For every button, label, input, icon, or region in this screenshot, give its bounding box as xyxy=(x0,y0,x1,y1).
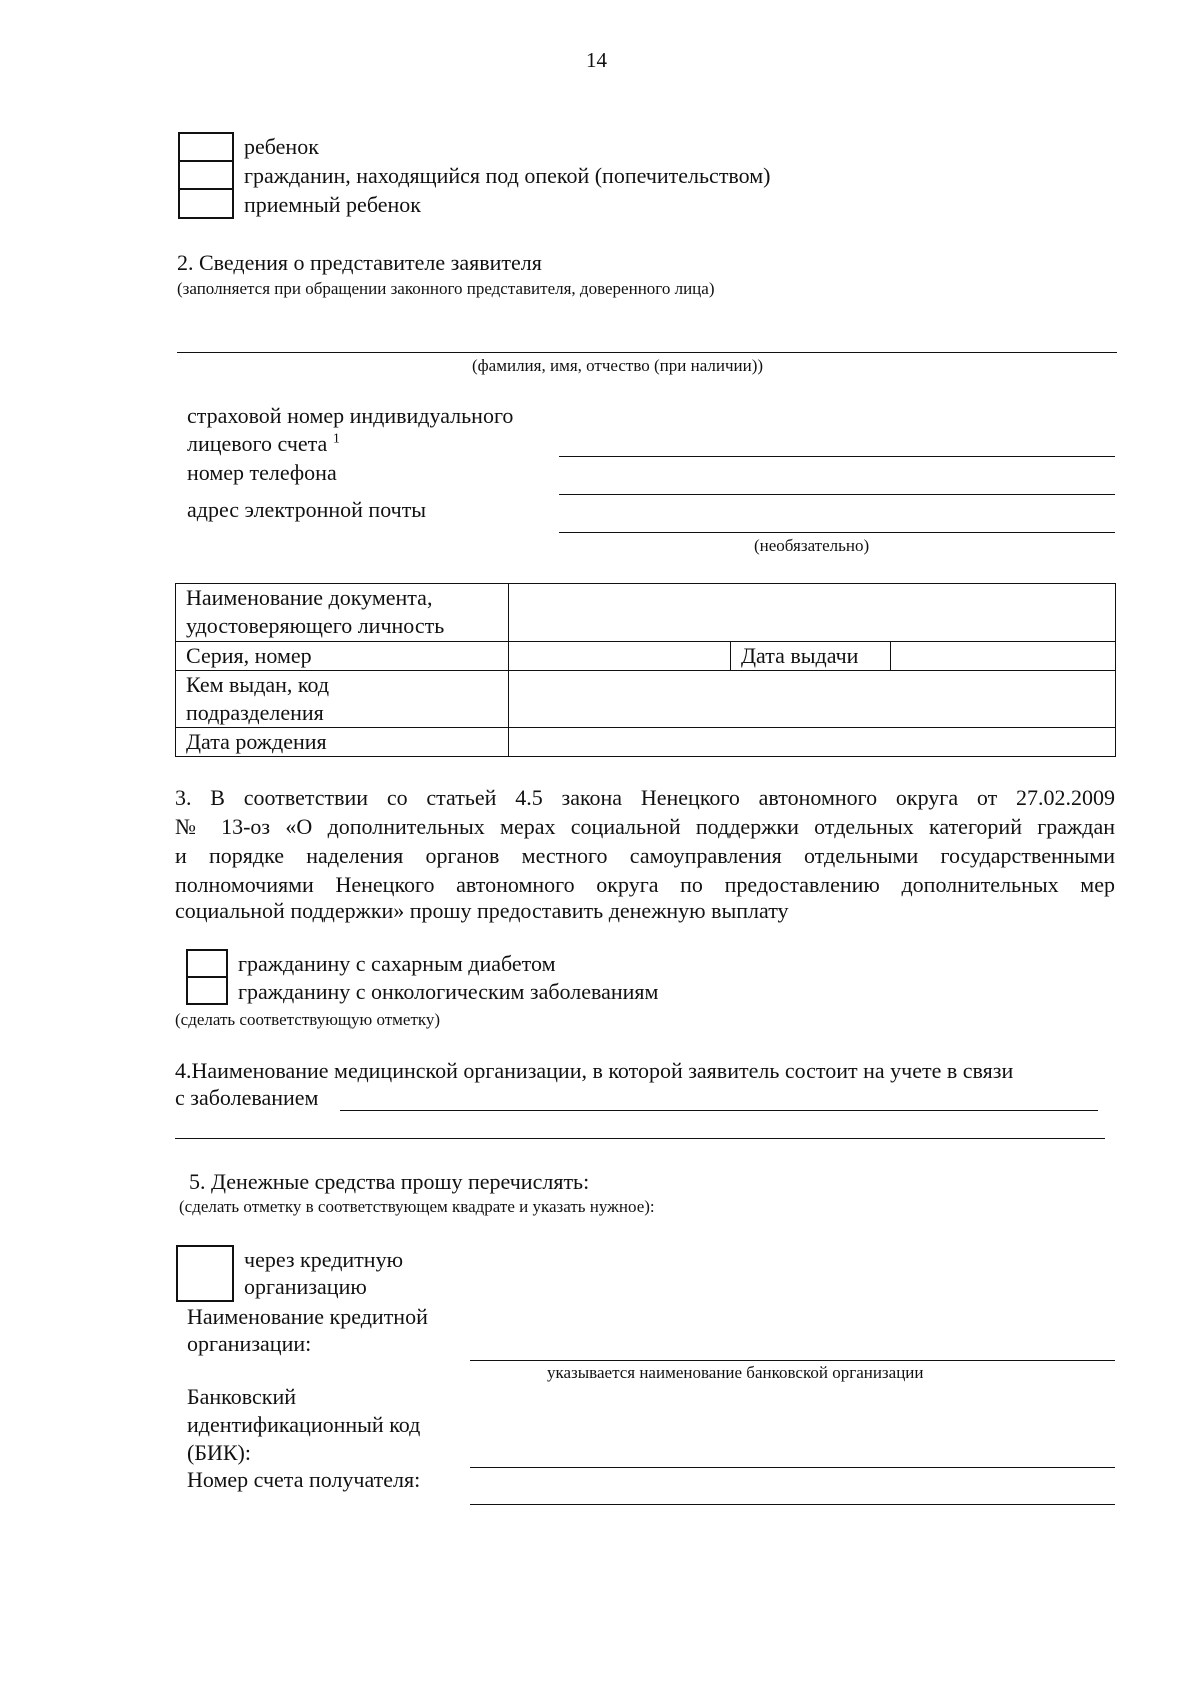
section4-line2: с заболеванием xyxy=(175,1085,319,1110)
identity-document-table xyxy=(175,583,1116,757)
snils-label-line2 xyxy=(187,431,340,457)
issued-by-label xyxy=(176,671,509,728)
doc-name-line1: Наименование документа, xyxy=(186,585,433,610)
page-number: 14 xyxy=(586,48,607,72)
fio-field-line[interactable] xyxy=(177,352,1117,353)
section3-line4: полномочиями Ненецкого автономного округа по предоставлению дополнительных мер xyxy=(175,872,1115,897)
bank-name-field-line[interactable] xyxy=(470,1360,1115,1361)
snils-field-line[interactable] xyxy=(559,456,1115,457)
issued-by-field[interactable] xyxy=(509,671,1116,728)
doc-name-field[interactable] xyxy=(509,584,1116,642)
option-ward-label: гражданин, находящийся под опекой (попечительством) xyxy=(244,163,771,188)
section3-line2: № 13-оз «О дополнительных мерах социальной поддержки отдельных категорий граждан xyxy=(175,814,1115,839)
email-field-line[interactable] xyxy=(559,532,1115,533)
email-caption: (необязательно) xyxy=(754,536,870,555)
account-field-line[interactable] xyxy=(470,1504,1115,1505)
option-foster-child-label: приемный ребенок xyxy=(244,192,421,217)
doc-name-label xyxy=(176,584,509,642)
email-label: адрес электронной почты xyxy=(187,497,427,522)
bank-name-label-line1: Наименование кредитной xyxy=(187,1304,428,1329)
series-label: Серия, номер xyxy=(176,642,509,671)
table-row xyxy=(176,728,1116,757)
birth-date-label: Дата рождения xyxy=(176,728,509,757)
credit-option-line2: организацию xyxy=(244,1274,367,1299)
bik-label-line2: идентификационный код xyxy=(187,1412,421,1437)
medical-org-field-line2[interactable] xyxy=(175,1138,1105,1139)
option-diabetes-label: гражданину с сахарным диабетом xyxy=(238,951,556,976)
bik-label-line3: (БИК): xyxy=(187,1440,251,1465)
issued-by-line2: подразделения xyxy=(186,700,324,725)
bik-field-line[interactable] xyxy=(470,1467,1115,1468)
checkbox-credit-organization[interactable] xyxy=(176,1245,234,1302)
section3-line1: 3. В соответствии со статьей 4.5 закона Ненецкого автономного округа от 27.02.2009 xyxy=(175,785,1115,810)
bank-name-caption: указывается наименование банковской организации xyxy=(547,1363,924,1382)
table-row xyxy=(176,584,1116,642)
fio-caption: (фамилия, имя, отчество (при наличии)) xyxy=(472,356,764,375)
section4-line1: 4.Наименование медицинской организации, в которой заявитель состоит на учете в связи xyxy=(175,1058,1014,1083)
birth-date-field[interactable] xyxy=(509,728,1116,757)
section2-title: 2. Сведения о представителе заявителя xyxy=(177,250,542,275)
issue-date-label: Дата выдачи xyxy=(731,642,891,671)
doc-name-line2: удостоверяющего личность xyxy=(186,613,445,638)
checkbox-foster-child[interactable] xyxy=(178,188,234,219)
issue-date-field[interactable] xyxy=(891,642,1116,671)
table-row xyxy=(176,671,1116,728)
snils-footnote: 1 xyxy=(332,431,340,447)
section3-note: (сделать соответствующую отметку) xyxy=(175,1010,441,1029)
checkbox-oncology[interactable] xyxy=(186,976,228,1005)
checkbox-ward[interactable] xyxy=(178,160,234,190)
checkbox-diabetes[interactable] xyxy=(186,949,228,978)
option-oncology-label: гражданину с онкологическим заболеваниям xyxy=(238,979,659,1004)
table-row xyxy=(176,642,1116,671)
issued-by-line1: Кем выдан, код xyxy=(186,672,330,697)
credit-option-line1: через кредитную xyxy=(244,1247,404,1272)
section5-title: 5. Денежные средства прошу перечислять: xyxy=(189,1169,590,1194)
phone-field-line[interactable] xyxy=(559,494,1115,495)
phone-label: номер телефона xyxy=(187,460,337,485)
series-field[interactable] xyxy=(509,642,731,671)
snils-label-text: лицевого счета xyxy=(187,431,328,456)
snils-label-line1: страховой номер индивидуального xyxy=(187,403,514,428)
section5-note: (сделать отметку в соответствующем квадрате и указать нужное): xyxy=(179,1197,655,1216)
section3-line3: и порядке наделения органов местного самоуправления отдельными государственными xyxy=(175,843,1115,868)
bik-label-line1: Банковский xyxy=(187,1384,297,1409)
checkbox-child[interactable] xyxy=(178,132,234,162)
account-label: Номер счета получателя: xyxy=(187,1467,421,1492)
option-child-label: ребенок xyxy=(244,134,319,159)
bank-name-label-line2: организации: xyxy=(187,1331,312,1356)
medical-org-field-line1[interactable] xyxy=(340,1110,1098,1111)
section2-note: (заполняется при обращении законного представителя, доверенного лица) xyxy=(177,279,715,298)
section3-line5: социальной поддержки» прошу предоставить денежную выплату xyxy=(175,898,789,923)
